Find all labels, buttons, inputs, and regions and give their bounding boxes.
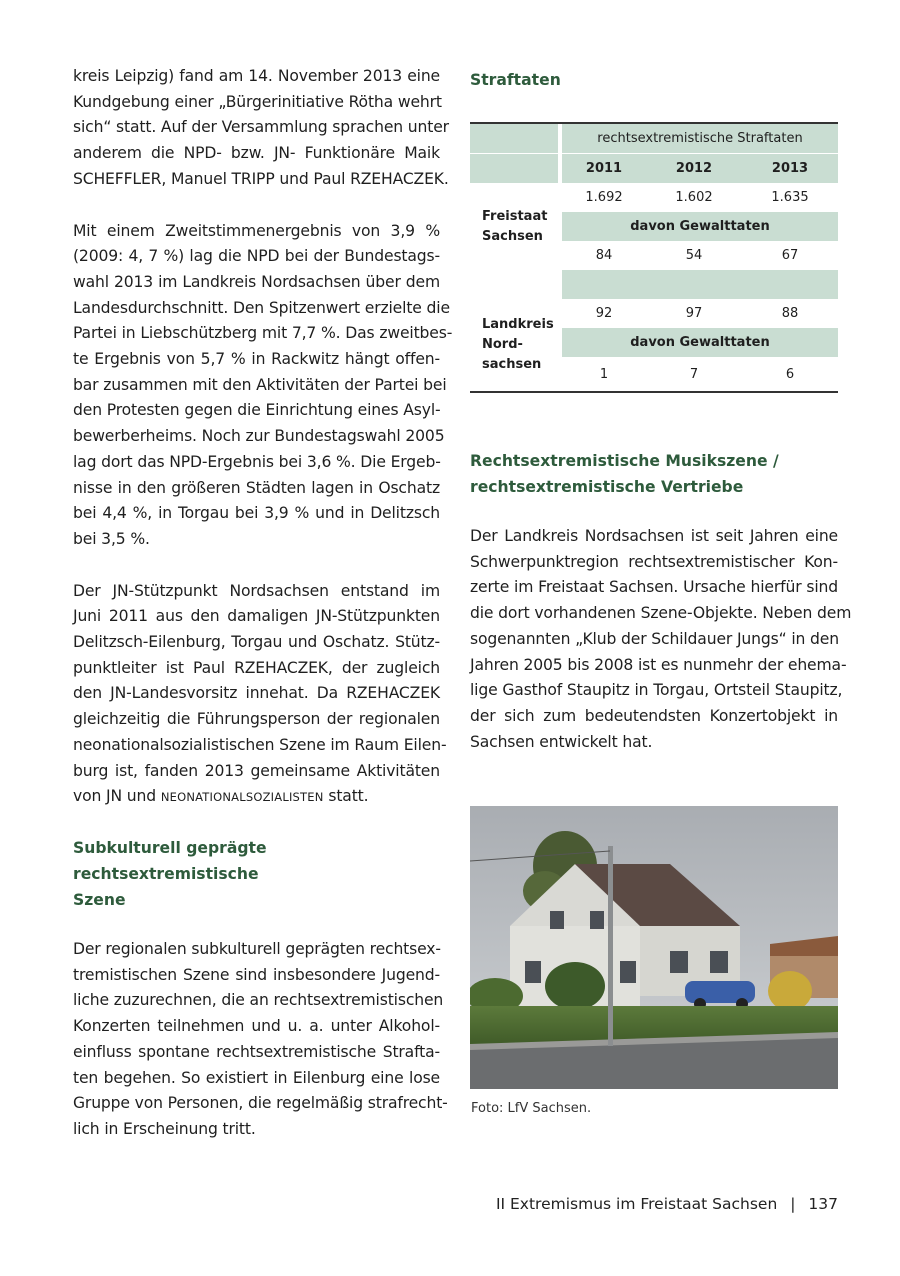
text-line: burg ist, fanden 2013 gemeinsame Aktivitäten xyxy=(73,761,440,780)
paragraph-musikszene xyxy=(470,524,852,755)
text-line: sich“ statt. Auf der Versammlung sprachen unter xyxy=(73,118,449,137)
table-separator-band xyxy=(562,270,838,299)
table-cell: 1.692 xyxy=(585,190,623,205)
table-spacer xyxy=(470,270,558,299)
text-line: bei 3,5 %. xyxy=(73,529,150,548)
row-label-line: Nord- xyxy=(482,337,523,352)
row-label-line: Sachsen xyxy=(482,228,543,244)
text-line: SCHEFFLER, Manuel TRIPP und Paul RZEHACZEK. xyxy=(73,169,449,188)
paragraph-jn-stuetzpunkt xyxy=(73,579,447,811)
heading-line: Subkulturell geprägte rechtsextremistische xyxy=(73,838,267,883)
heading-line: Rechtsextremistische Musikszene / xyxy=(470,452,779,470)
table-cell: 1.635 xyxy=(771,190,809,205)
text-line: Der Landkreis Nordsachsen ist seit Jahren eine xyxy=(470,527,838,545)
section-heading-musikszene xyxy=(470,448,838,500)
row-label-line: sachsen xyxy=(482,357,542,372)
small-caps-term: NEONATIONALSOZIALISTEN xyxy=(160,790,324,805)
heading-line: Szene xyxy=(73,890,126,909)
table-cell: 54 xyxy=(685,248,703,263)
text-line: Delitzsch-Eilenburg, Torgau und Oschatz. Stütz- xyxy=(73,633,440,652)
row-label-freistaat xyxy=(470,183,558,270)
table-cell: 6 xyxy=(785,366,795,382)
text-line: gleichzeitig die Führungsperson der regionalen xyxy=(73,710,440,729)
text-line: liche zuzurechnen, die an rechtsextremistischen xyxy=(73,991,444,1010)
text-line: tremistischen Szene sind insbesondere Jugend- xyxy=(73,965,440,984)
text-line: Jahren 2005 bis 2008 ist es nunmehr der ehema- xyxy=(470,655,847,674)
table-cell: 67 xyxy=(781,248,799,263)
text-fragment: statt. xyxy=(323,787,369,806)
subheader-gewalttaten: davon Gewalttaten xyxy=(562,212,838,241)
table-cell: 1 xyxy=(599,366,609,382)
text-line: Der regionalen subkulturell geprägten rechtsex- xyxy=(73,939,441,958)
paragraph-rötha xyxy=(73,64,449,193)
text-line: lich in Erscheinung tritt. xyxy=(73,1119,256,1138)
text-fragment: von JN und xyxy=(73,787,161,806)
text-line: einfluss spontane rechtsextremistische Strafta- xyxy=(73,1042,440,1061)
footer-section-title: II Extremismus im Freistaat Sachsen xyxy=(495,1195,778,1213)
heading-line: rechtsextremistische Vertriebe xyxy=(470,478,744,496)
subheader-gewalttaten: davon Gewalttaten xyxy=(562,328,838,357)
text-line: den Protesten gegen die Einrichtung eines Asyl- xyxy=(73,401,441,420)
right-column xyxy=(470,67,852,755)
table-cell: 88 xyxy=(781,306,799,321)
text-line: bewerberheims. Noch zur Bundestagswahl 2005 xyxy=(73,427,445,446)
text-line: nisse in den größeren Städten lagen in Oschatz xyxy=(73,478,440,497)
crime-statistics-table xyxy=(470,122,838,393)
text-line: kreis Leipzig) fand am 14. November 2013 eine xyxy=(73,67,440,85)
text-line xyxy=(73,784,440,811)
text-line: punktleiter ist Paul RZEHACZEK, der zugleich xyxy=(73,658,440,677)
text-line: Gruppe von Personen, die regelmäßig strafrecht- xyxy=(73,1094,448,1113)
text-line: Sachsen entwickelt hat. xyxy=(470,732,653,751)
text-line: anderem die NPD- bzw. JN- Funktionäre Maik xyxy=(73,144,440,163)
text-line: Kundgebung einer „Bürgerinitiative Rötha wehrt xyxy=(73,92,442,111)
photo-image xyxy=(470,806,838,1089)
row-label-landkreis xyxy=(470,299,558,391)
text-line: Schwerpunktregion rechtsextremistischer Kon- xyxy=(470,552,838,571)
table-header: rechtsextremistische Straftaten xyxy=(562,124,838,153)
text-line: bar zusammen mit den Aktivitäten der Partei bei xyxy=(73,375,447,394)
text-line: te Ergebnis von 5,7 % in Rackwitz hängt offen- xyxy=(73,350,440,369)
table-cell: 7 xyxy=(689,366,699,382)
text-line: Landesdurchschnitt. Den Spitzenwert erzielte die xyxy=(73,298,450,317)
table-cell: 97 xyxy=(685,306,703,321)
page-footer xyxy=(496,1195,838,1213)
text-line: der sich zum bedeutendsten Konzertobjekt in xyxy=(470,706,838,725)
text-line: Konzerten teilnehmen und u. a. unter Alkohol- xyxy=(73,1017,440,1036)
text-line: Partei in Liebschützberg mit 7,7 %. Das zweitbes- xyxy=(73,324,453,343)
table-cell: 1.602 xyxy=(675,190,713,205)
table-cell: 92 xyxy=(595,306,613,321)
year-header: 2013 xyxy=(742,153,838,183)
text-line: ten begehen. So existiert in Eilenburg eine lose xyxy=(73,1068,440,1087)
year-header: 2012 xyxy=(646,153,742,183)
text-line: neonationalsozialistischen Szene im Raum Eilen- xyxy=(73,735,447,754)
row-label-line: Freistaat xyxy=(482,208,548,224)
table-corner xyxy=(470,124,558,153)
text-line: die dort vorhandenen Szene-Objekte. Neben dem xyxy=(470,604,852,623)
text-line: sogenannten „Klub der Schildauer Jungs“ in den xyxy=(470,629,839,648)
text-line: lag dort das NPD-Ergebnis bei 3,6 %. Die Ergeb- xyxy=(73,452,441,471)
year-header: 2011 xyxy=(562,153,646,183)
section-heading-subkultur xyxy=(73,835,440,913)
footer-separator: | xyxy=(790,1195,796,1213)
text-line: Der JN-Stützpunkt Nordsachsen entstand im xyxy=(73,581,440,600)
text-line: lige Gasthof Staupitz in Torgau, Ortsteil Staupitz, xyxy=(470,681,843,700)
text-line: bei 4,4 %, in Torgau bei 3,9 % und in Delitzsch xyxy=(73,504,440,523)
table-cell: 84 xyxy=(595,248,613,263)
section-heading-straftaten: Straftaten xyxy=(470,71,561,89)
left-column xyxy=(73,64,453,1143)
text-line: zerte im Freistaat Sachsen. Ursache hierfür sind xyxy=(470,578,838,597)
text-line: den JN-Landesvorsitz innehat. Da RZEHACZEK xyxy=(73,684,440,703)
page-number: 137 xyxy=(808,1195,838,1213)
table-corner xyxy=(470,153,558,183)
row-label-line: Landkreis xyxy=(482,317,554,332)
photo-caption: Foto: LfV Sachsen. xyxy=(471,1101,592,1116)
text-line: wahl 2013 im Landkreis Nordsachsen über dem xyxy=(73,272,440,291)
paragraph-election xyxy=(73,219,453,553)
paragraph-subkultur xyxy=(73,937,448,1143)
photo-gasthof-staupitz xyxy=(470,806,838,1089)
text-line: (2009: 4, 7 %) lag die NPD bei der Bundestags- xyxy=(73,247,440,266)
text-line: Juni 2011 aus den damaligen JN-Stützpunkten xyxy=(73,607,440,626)
text-line: Mit einem Zweitstimmenergebnis von 3,9 % xyxy=(73,221,440,240)
